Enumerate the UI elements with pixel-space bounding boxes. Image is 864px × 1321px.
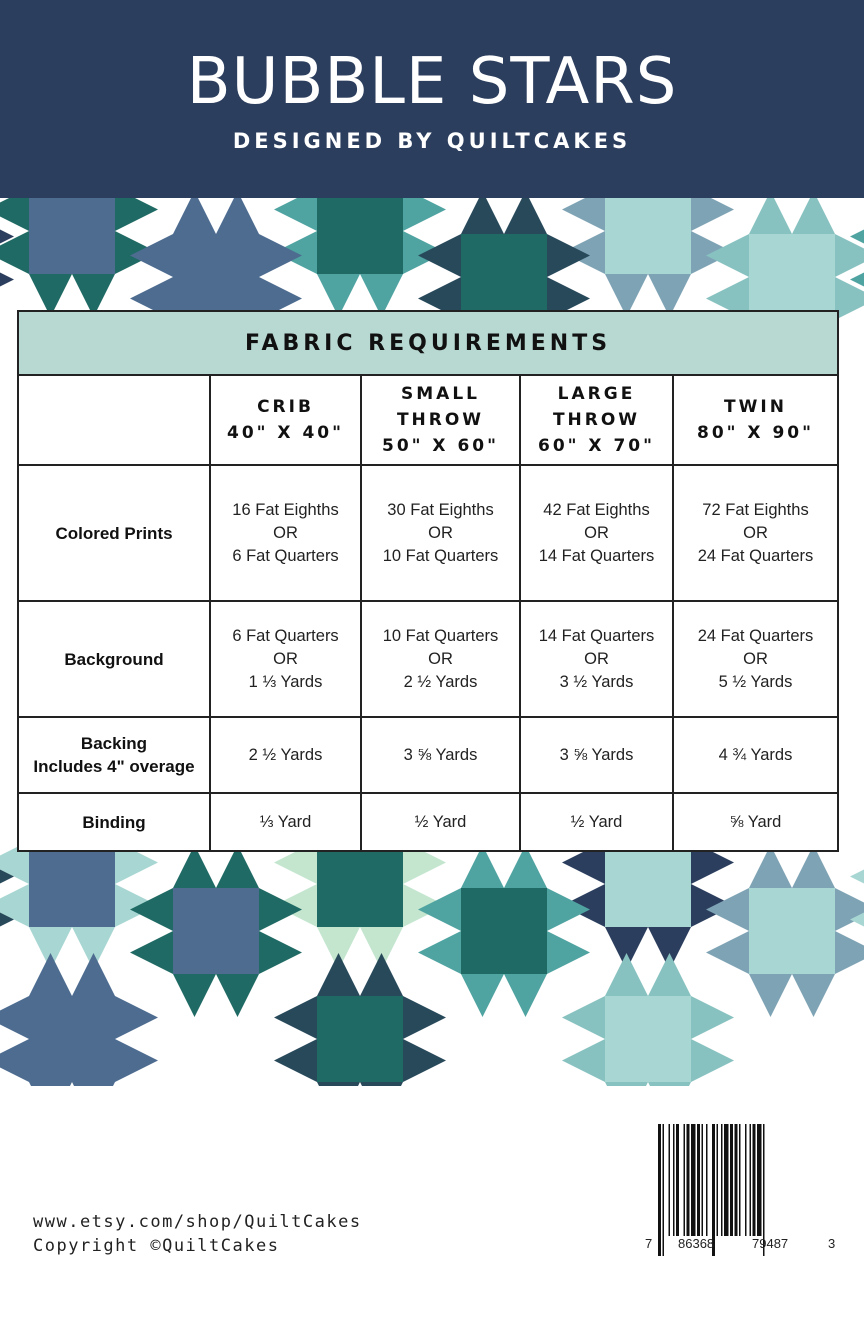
table-cell [211, 602, 362, 718]
size-header-line: THROW [552, 410, 641, 430]
star-point [547, 888, 590, 931]
cell-line: 10 Fat Quarters [382, 546, 499, 565]
cell-line: 5 ½ Yards [718, 672, 793, 691]
star-point [562, 198, 605, 231]
row-label-1 [19, 602, 211, 718]
star-point [706, 931, 749, 974]
header-banner [0, 0, 864, 198]
star-center [317, 996, 403, 1082]
cell-line: 1 ⅓ Yards [248, 672, 323, 691]
cell-line: OR [584, 523, 609, 542]
star-point [749, 974, 792, 1017]
corner-cell [19, 376, 211, 466]
barcode-bar [673, 1124, 675, 1236]
star-center [605, 841, 691, 927]
star-point [115, 1039, 158, 1082]
star-point [29, 1082, 72, 1086]
star-point [792, 198, 835, 234]
size-header-0 [211, 376, 362, 466]
barcode-bar [687, 1124, 690, 1236]
cell-line: 2 ½ Yards [403, 672, 478, 691]
barcode-bar [663, 1124, 665, 1256]
table-cell [211, 718, 362, 794]
cell-line: ½ Yard [414, 812, 467, 831]
table-cell [362, 466, 521, 602]
star-point [317, 1082, 360, 1086]
cell-line: 42 Fat Eighths [543, 500, 650, 519]
star-center [461, 234, 547, 320]
row-label-line: Includes 4" overage [33, 757, 195, 776]
barcode-digit-left: 7 [645, 1236, 653, 1251]
cell-line: 24 Fat Quarters [697, 626, 814, 645]
cell-line: 3 ⅝ Yards [559, 745, 634, 764]
cell-line: 72 Fat Eighths [702, 500, 809, 519]
barcode-bar [658, 1124, 661, 1256]
star-point [130, 931, 173, 974]
table-cell [362, 718, 521, 794]
star-point [216, 198, 259, 234]
star-point [115, 996, 158, 1039]
cell-line: OR [743, 649, 768, 668]
barcode [644, 1120, 840, 1260]
table-cell [362, 794, 521, 850]
barcode-bar [697, 1124, 700, 1236]
cell-line: 6 Fat Quarters [232, 626, 339, 645]
star-point [504, 198, 547, 234]
barcode-group-1: 86368 [678, 1236, 715, 1251]
row-label-line: Binding [82, 812, 146, 832]
row-label-0 [19, 466, 211, 602]
star-point [547, 931, 590, 974]
barcode-bar [706, 1124, 708, 1236]
star-point [130, 234, 173, 277]
star-point [360, 953, 403, 996]
barcode-bar [676, 1124, 679, 1236]
star-center [317, 198, 403, 274]
cell-line: 2 ½ Yards [248, 745, 323, 764]
star-point [274, 1039, 317, 1082]
barcode-digit-right: 3 [828, 1236, 836, 1251]
cell-line: ⅓ Yard [259, 812, 312, 831]
star-point [504, 974, 547, 1017]
star-center [29, 198, 115, 274]
barcode-bar [745, 1124, 747, 1236]
star-point [706, 234, 749, 277]
star-point [274, 996, 317, 1039]
star-center [749, 234, 835, 320]
cell-line: 3 ½ Yards [559, 672, 634, 691]
table-cell [211, 794, 362, 850]
row-label-line: Background [64, 649, 164, 669]
size-header-line: LARGE [557, 384, 636, 404]
row-label-3 [19, 794, 211, 850]
star-point [418, 931, 461, 974]
cell-line: 24 Fat Quarters [697, 546, 814, 565]
barcode-bar [691, 1124, 696, 1236]
star-point [29, 953, 72, 996]
star-point [0, 1039, 29, 1082]
website-link[interactable]: www.etsy.com/shop/QuiltCakes [33, 1212, 362, 1232]
star-point [403, 996, 446, 1039]
star-point [173, 198, 216, 234]
star-point [360, 1082, 403, 1086]
star-point [418, 888, 461, 931]
barcode-bar [684, 1124, 686, 1236]
barcode-bar [724, 1124, 729, 1236]
fabric-requirements-table [17, 310, 839, 852]
star-center [605, 996, 691, 1082]
star-center [29, 841, 115, 927]
star-point [0, 996, 29, 1039]
size-header-line: CRIB [257, 397, 314, 417]
star-center [461, 888, 547, 974]
cell-line: OR [743, 523, 768, 542]
star-point [749, 198, 792, 234]
star-point [461, 198, 504, 234]
size-header-2 [521, 376, 674, 466]
cell-line: OR [273, 523, 298, 542]
size-header-line: 40" X 40" [227, 423, 344, 443]
star-point [418, 234, 461, 277]
star-point [130, 888, 173, 931]
copyright-text: Copyright ©QuiltCakes [33, 1236, 280, 1256]
barcode-bar [735, 1124, 738, 1236]
star-point [691, 198, 734, 231]
size-header-line: 60" X 70" [538, 436, 655, 456]
cell-line: 10 Fat Quarters [382, 626, 499, 645]
barcode-group-2: 79487 [752, 1236, 789, 1251]
barcode-bar [739, 1124, 741, 1236]
star-point [173, 974, 216, 1017]
row-label-2 [19, 718, 211, 794]
star-point [706, 888, 749, 931]
barcode-bar [721, 1124, 723, 1236]
star-point [72, 1082, 115, 1086]
table-cell [521, 794, 674, 850]
size-header-line: SMALL [401, 384, 480, 404]
star-center [317, 841, 403, 927]
size-header-line: 50" X 60" [382, 436, 499, 456]
star-point [461, 974, 504, 1017]
footer-text [33, 1210, 362, 1258]
table-cell [674, 794, 837, 850]
barcode-bar [702, 1124, 704, 1236]
cell-line: 30 Fat Eighths [387, 500, 494, 519]
star-point [547, 234, 590, 277]
star-center [749, 888, 835, 974]
table-cell [674, 466, 837, 602]
star-center [173, 888, 259, 974]
star-point [648, 1082, 691, 1086]
barcode-bar [669, 1124, 671, 1236]
star-point [605, 953, 648, 996]
size-header-line: 80" X 90" [697, 423, 814, 443]
star-point [274, 198, 317, 231]
star-point [835, 931, 864, 974]
star-point [72, 953, 115, 996]
size-header-line: THROW [396, 410, 485, 430]
star-point [259, 234, 302, 277]
star-point [317, 953, 360, 996]
cell-line: 4 ¾ Yards [718, 745, 793, 764]
star-center [173, 234, 259, 320]
cell-line: 14 Fat Quarters [538, 546, 655, 565]
row-label-line: Colored Prints [55, 523, 173, 543]
table-cell [674, 602, 837, 718]
barcode-bar [717, 1124, 719, 1236]
cell-line: 6 Fat Quarters [232, 546, 339, 565]
pattern-title: BUBBLE STARS [186, 45, 678, 119]
star-point [115, 198, 158, 231]
star-point [850, 855, 864, 898]
star-point [259, 931, 302, 974]
table-cell [521, 602, 674, 718]
star-point [605, 1082, 648, 1086]
star-point [835, 888, 864, 931]
cell-line: 16 Fat Eighths [232, 500, 339, 519]
designer-subtitle: DESIGNED BY QUILTCAKES [232, 129, 632, 153]
table-cell [211, 466, 362, 602]
requirements-grid [19, 376, 837, 850]
star-center [29, 996, 115, 1082]
table-cell [362, 602, 521, 718]
cell-line: OR [273, 649, 298, 668]
star-point [648, 953, 691, 996]
star-point [216, 974, 259, 1017]
table-cell [674, 718, 837, 794]
star-point [562, 1039, 605, 1082]
star-point [792, 974, 835, 1017]
barcode-bar [750, 1124, 752, 1236]
star-point [403, 198, 446, 231]
cell-line: OR [428, 523, 453, 542]
star-point [0, 198, 29, 231]
barcode-bar [753, 1124, 756, 1236]
barcode-bar [730, 1124, 733, 1236]
star-point [691, 996, 734, 1039]
table-title: FABRIC REQUIREMENTS [19, 312, 837, 376]
table-cell [521, 466, 674, 602]
star-center [605, 198, 691, 274]
cell-line: OR [428, 649, 453, 668]
cell-line: 3 ⅝ Yards [403, 745, 478, 764]
cell-line: OR [584, 649, 609, 668]
row-label-line: Backing [80, 734, 148, 753]
size-header-line: TWIN [724, 397, 787, 417]
star-point [562, 996, 605, 1039]
cell-line: ½ Yard [570, 812, 623, 831]
barcode-bar [757, 1124, 762, 1236]
size-header-3 [674, 376, 837, 466]
star-point [403, 1039, 446, 1082]
star-point [259, 888, 302, 931]
cell-line: 14 Fat Quarters [538, 626, 655, 645]
table-cell [521, 718, 674, 794]
cell-line: ⅝ Yard [729, 812, 782, 831]
star-point [691, 1039, 734, 1082]
size-header-1 [362, 376, 521, 466]
